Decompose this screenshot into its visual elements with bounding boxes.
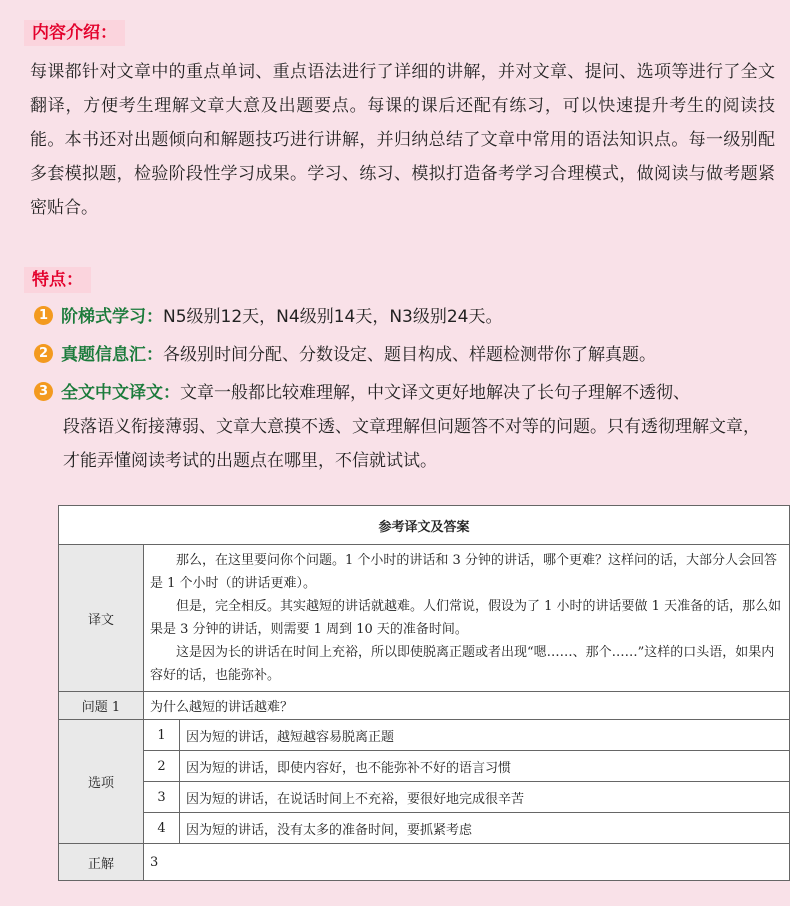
option-text: 因为短的讲话，即使内容好，也不能弥补不好的语言习惯 xyxy=(180,751,790,782)
feature-title: 真题信息汇： xyxy=(61,345,163,365)
translation-paragraph: 这是因为长的讲话在时间上充裕，所以即使脱离正题或者出现“嗯……、那个……”这样的口头语，如果内容好的话，也能弥补。 xyxy=(150,645,775,683)
answer-value: 3 xyxy=(144,844,790,881)
option-number: 2 xyxy=(144,751,180,782)
option-number: 3 xyxy=(144,782,180,813)
translation-paragraph: 但是，完全相反。其实越短的讲话就越难。人们常说，假设为了 1 小时的讲话要做 1 天准备的话，那么如果是 3 分钟的讲话，则需要 1 周到 10 天的准备时间。 xyxy=(150,599,782,637)
feature-text: 文章一般都比较难理解，中文译文更好地解决了长句子理解不透彻、 xyxy=(180,383,690,403)
number-3-icon: 3 xyxy=(34,382,53,401)
intro-label: 内容介绍： xyxy=(24,20,125,46)
answer-label: 正解 xyxy=(59,844,144,881)
number-1-icon: 1 xyxy=(34,306,53,325)
table-header: 参考译文及答案 xyxy=(59,506,790,545)
options-label: 选项 xyxy=(59,720,144,844)
translation-text xyxy=(144,545,790,692)
question-label: 问题 1 xyxy=(59,692,144,720)
feature-title: 全文中文译文： xyxy=(61,383,180,403)
option-number: 1 xyxy=(144,720,180,751)
number-2-icon: 2 xyxy=(34,344,53,363)
feature-text: 各级别时间分配、分数设定、题目构成、样题检测带你了解真题。 xyxy=(163,345,656,365)
feature-text-continued: 段落语义衔接薄弱、文章大意摸不透、文章理解但问题答不对等的问题。只有透彻理解文章，才能弄懂阅读考试的出题点在哪里，不信就试试。 xyxy=(63,417,760,471)
intro-text: 每课都针对文章中的重点单词、重点语法进行了详细的讲解，并对文章、提问、选项等进行了全文翻译，方便考生理解文章大意及出题要点。每课的课后还配有练习，可以快速提升考生的阅读技能。本书还对出题倾向和解题技巧进行讲解，并归纳总结了文章中常用的语法知识点。每一级别配多套模拟题，检验阶段性学习成果。学习、练习、模拟打造备考学习合理模式，做阅读与做考题紧密贴合。 xyxy=(30,62,775,218)
question-text: 为什么越短的讲话越难？ xyxy=(144,692,790,720)
option-text: 因为短的讲话，在说话时间上不充裕，要很好地完成很辛苦 xyxy=(180,782,790,813)
option-text: 因为短的讲话，越短越容易脱离正题 xyxy=(180,720,790,751)
feature-text: N5级别12天，N4级别14天，N3级别24天。 xyxy=(163,307,503,327)
translation-label: 译文 xyxy=(59,545,144,692)
feature-item-3 xyxy=(34,376,764,478)
feature-title: 阶梯式学习： xyxy=(61,307,163,327)
answer-table xyxy=(58,505,790,881)
feature-item-1 xyxy=(34,300,764,334)
features-label: 特点： xyxy=(24,267,91,293)
translation-paragraph: 那么，在这里要问你个问题。1 个小时的讲话和 3 分钟的讲话，哪个更难？这样问的话，大部分人会回答是 1 个小时（的讲话更难）。 xyxy=(150,553,777,591)
option-text: 因为短的讲话，没有太多的准备时间，要抓紧考虑 xyxy=(180,813,790,844)
option-number: 4 xyxy=(144,813,180,844)
feature-item-2 xyxy=(34,338,764,372)
